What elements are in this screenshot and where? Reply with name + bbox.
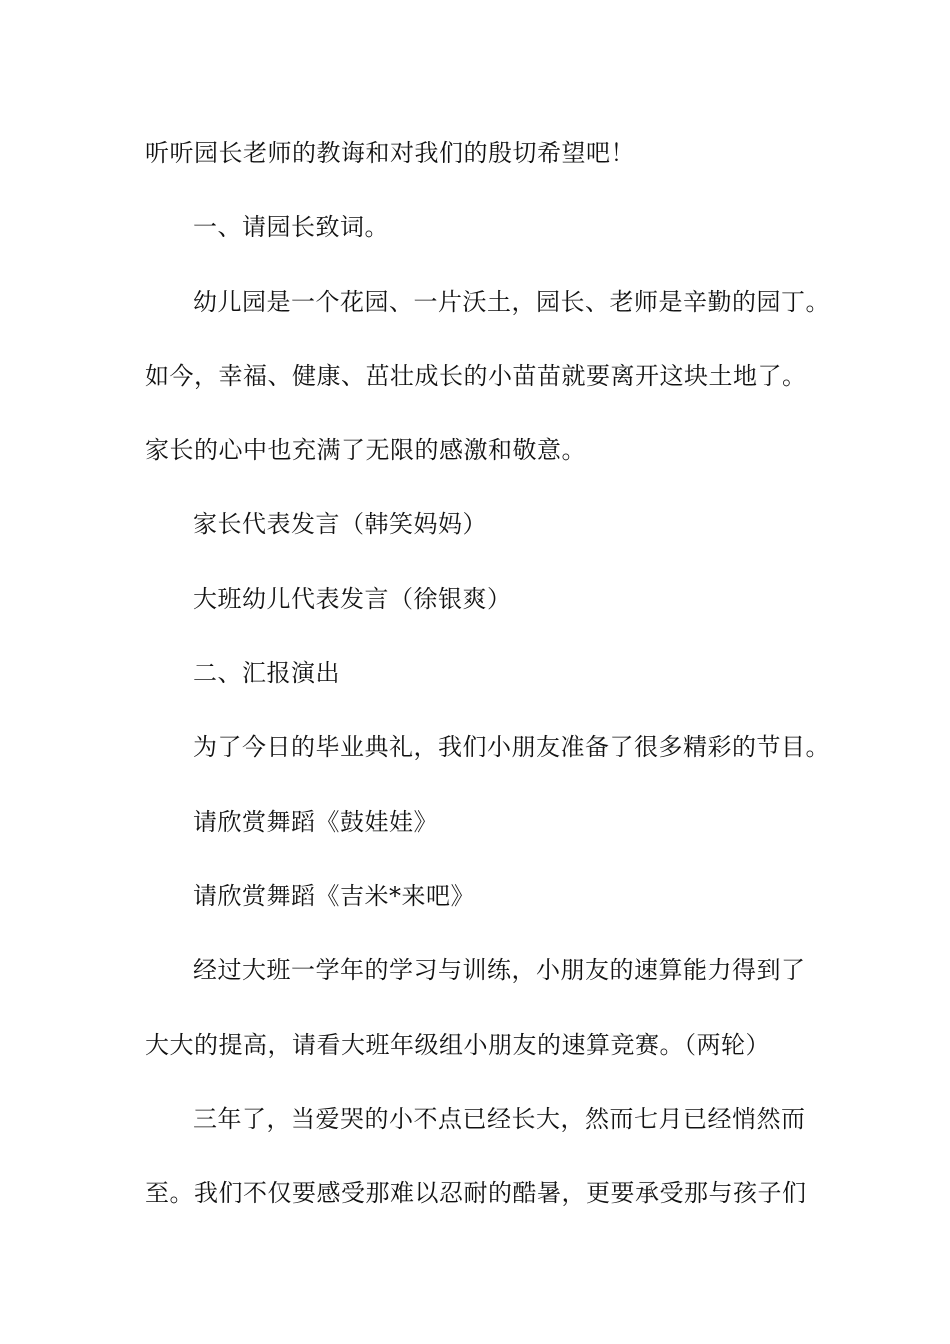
paragraph-line: 至。我们不仅要感受那难以忍耐的酷暑，更要承受那与孩子们 [145,1179,807,1207]
paragraph-line: 大大的提高，请看大班年级组小朋友的速算竞赛。（两轮） [145,1031,770,1059]
paragraph-line: 大班幼儿代表发言（徐银爽） [193,585,512,613]
paragraph-line: 经过大班一学年的学习与训练，小朋友的速算能力得到了 [193,956,806,984]
section-heading: 二、汇报演出 [193,659,340,687]
paragraph-line: 听听园长老师的教诲和对我们的殷切希望吧！ [145,139,635,167]
paragraph-line: 家长代表发言（韩笑妈妈） [193,510,487,538]
section-heading: 一、请园长致词。 [193,213,389,241]
paragraph-line: 家长的心中也充满了无限的感激和敬意。 [145,436,586,464]
paragraph-line: 幼儿园是一个花园、一片沃土，园长、老师是辛勤的园丁。 [193,288,830,316]
paragraph-line: 如今，幸福、健康、茁壮成长的小苗苗就要离开这块土地了。 [145,362,807,390]
paragraph-line: 请欣赏舞蹈《鼓娃娃》 [193,808,438,836]
paragraph-line: 三年了，当爱哭的小不点已经长大，然而七月已经悄然而 [193,1105,806,1133]
paragraph-line: 为了今日的毕业典礼，我们小朋友准备了很多精彩的节目。 [193,733,830,761]
paragraph-line: 请欣赏舞蹈《吉米*来吧》 [193,882,475,910]
